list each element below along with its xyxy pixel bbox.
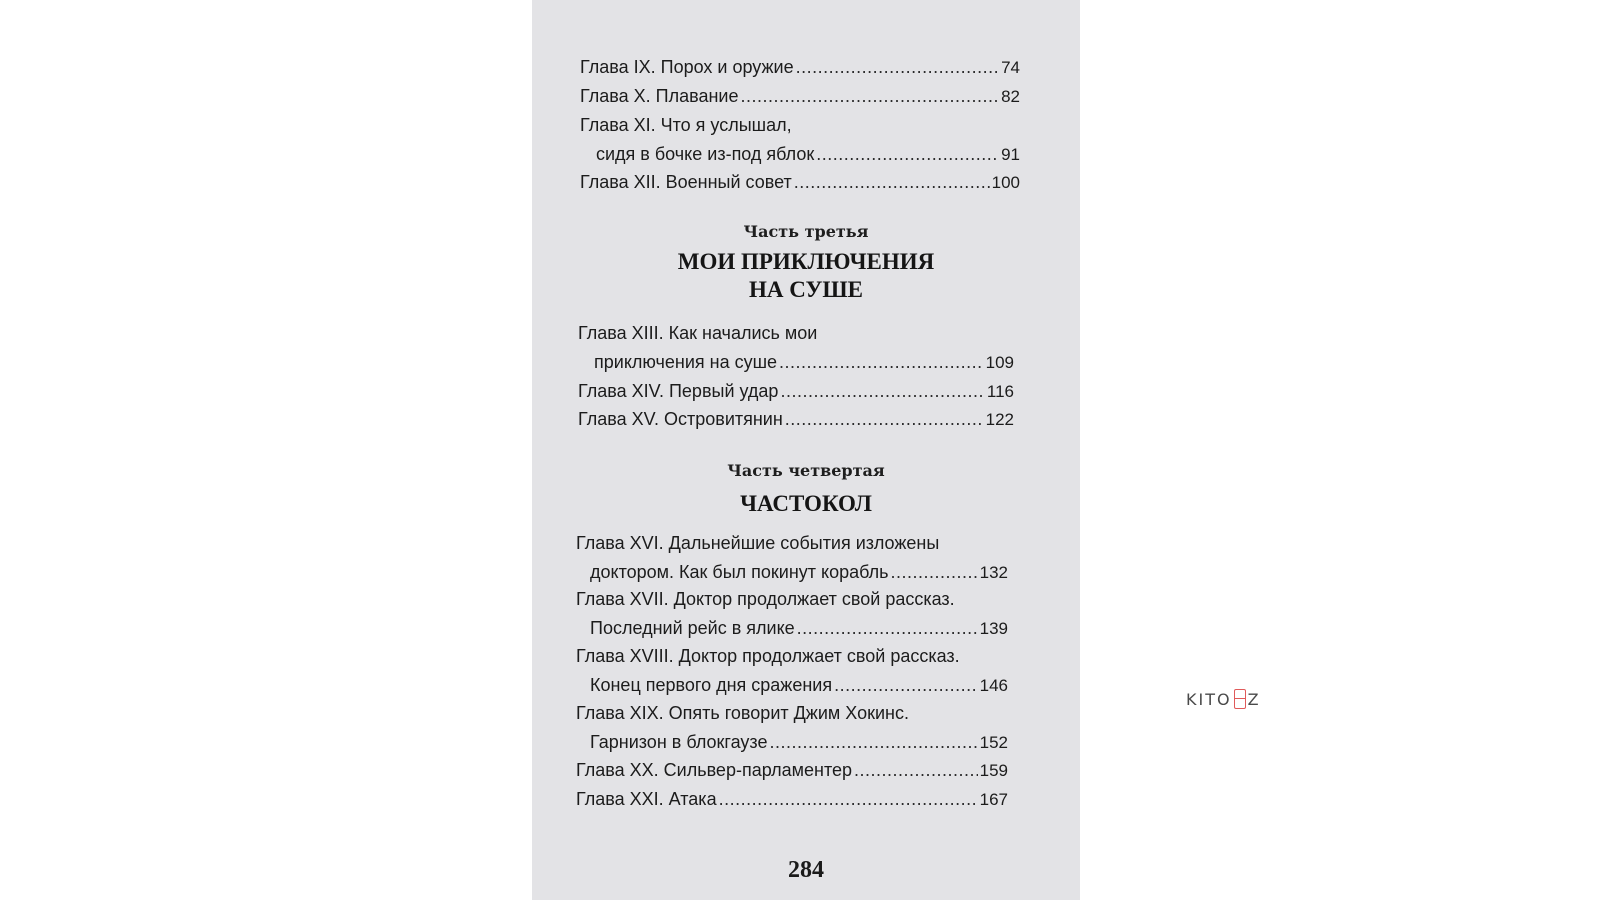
toc-entry-title: Глава X. Плавание [580,86,739,106]
toc-entry [532,404,1080,434]
dot-leader [740,81,999,111]
toc-entry [532,641,1080,695]
toc-entry-title-line1: Глава XIII. Как начались мои [578,323,818,343]
part-three-title-line1: МОИ ПРИКЛЮЧЕНИЯ [677,249,935,274]
toc-entry-page: 146 [979,676,1008,695]
toc-entry-page: 91 [1001,145,1020,164]
dot-leader [834,670,978,700]
toc-entry [532,81,1080,111]
toc-entry-title: Глава XIV. Первый удар [578,381,779,401]
dot-leader [719,784,978,814]
toc-entry-page: 122 [985,410,1014,429]
toc-entry-page: 159 [979,761,1008,780]
toc-entry-title: Глава XV. Островитянин [578,409,783,429]
toc-entry-title: Глава XII. Военный совет [580,172,792,192]
part-three-label: Часть третья [743,222,869,241]
dot-leader [769,727,977,757]
toc-entry-page: 100 [991,173,1020,192]
toc-entry [532,528,1080,582]
part-four-label: Часть четвертая [727,461,885,480]
toc-entry-page: 82 [1001,87,1020,106]
part-three-title-line2: НА СУШЕ [748,277,864,302]
toc-entry-page: 109 [985,353,1014,372]
dot-leader [854,755,978,785]
toc-entry-title-line2: доктором. Как был покинут корабль [590,562,889,582]
page-number: 284 [788,857,824,883]
toc-entry-title-line1: Глава XI. Что я услышал, [580,115,792,135]
dot-leader [785,404,984,434]
dot-leader [891,557,978,587]
toc-entry-page: 132 [979,563,1008,582]
toc-entry-page: 139 [979,619,1008,638]
toc-entry-page: 152 [979,733,1008,752]
toc-entry [532,698,1080,752]
toc-entry-title: Глава XX. Сильвер-парламентер [576,760,853,780]
table-of-contents [532,0,1080,900]
toc-entry-title: Глава XXI. Атака [576,789,717,809]
toc-entry-title-line1: Глава XIX. Опять говорит Джим Хокинс. [576,703,909,723]
toc-entry [532,755,1080,785]
toc-entry-title-line2: приключения на суше [594,352,778,372]
dot-leader [794,167,990,197]
logo-mark [1234,689,1246,709]
toc-entry [532,376,1080,406]
part-four-title: ЧАСТОКОЛ [740,491,872,516]
dot-leader [797,613,978,643]
book-page [532,0,1080,900]
toc-entry-page: 74 [1001,58,1020,77]
toc-entry-title-line2: Гарнизон в блокгаузе [590,732,768,752]
logo-text-left: KITO [1186,689,1232,709]
toc-entry-title-line2: Конец первого дня сражения [590,675,833,695]
toc-entry [532,52,1080,82]
toc-entry [532,784,1080,814]
toc-entry-page: 167 [979,790,1008,809]
toc-entry [532,167,1080,197]
toc-entry-title-line1: Глава XVII. Доктор продолжает свой рассказ. [576,589,955,609]
toc-entry-title-line1: Глава XVIII. Доктор продолжает свой рассказ. [576,646,960,666]
dot-leader [780,376,984,406]
toc-entry [532,110,1080,164]
dot-leader [816,139,999,169]
toc-entry-title-line2: Последний рейс в ялике [590,618,795,638]
toc-entry-title: Глава IX. Порох и оружие [580,57,794,77]
toc-entry-title-line2: сидя в бочке из-под яблок [596,144,815,164]
toc-entry-page: 116 [986,382,1014,401]
dot-leader [779,347,984,377]
toc-entry [532,584,1080,638]
logo-text-right: Z [1247,689,1261,709]
kitobz-logo [1186,686,1261,712]
toc-entry [532,318,1080,372]
toc-entry-title-line1: Глава XVI. Дальнейшие события изложены [576,533,940,553]
dot-leader [796,52,999,82]
